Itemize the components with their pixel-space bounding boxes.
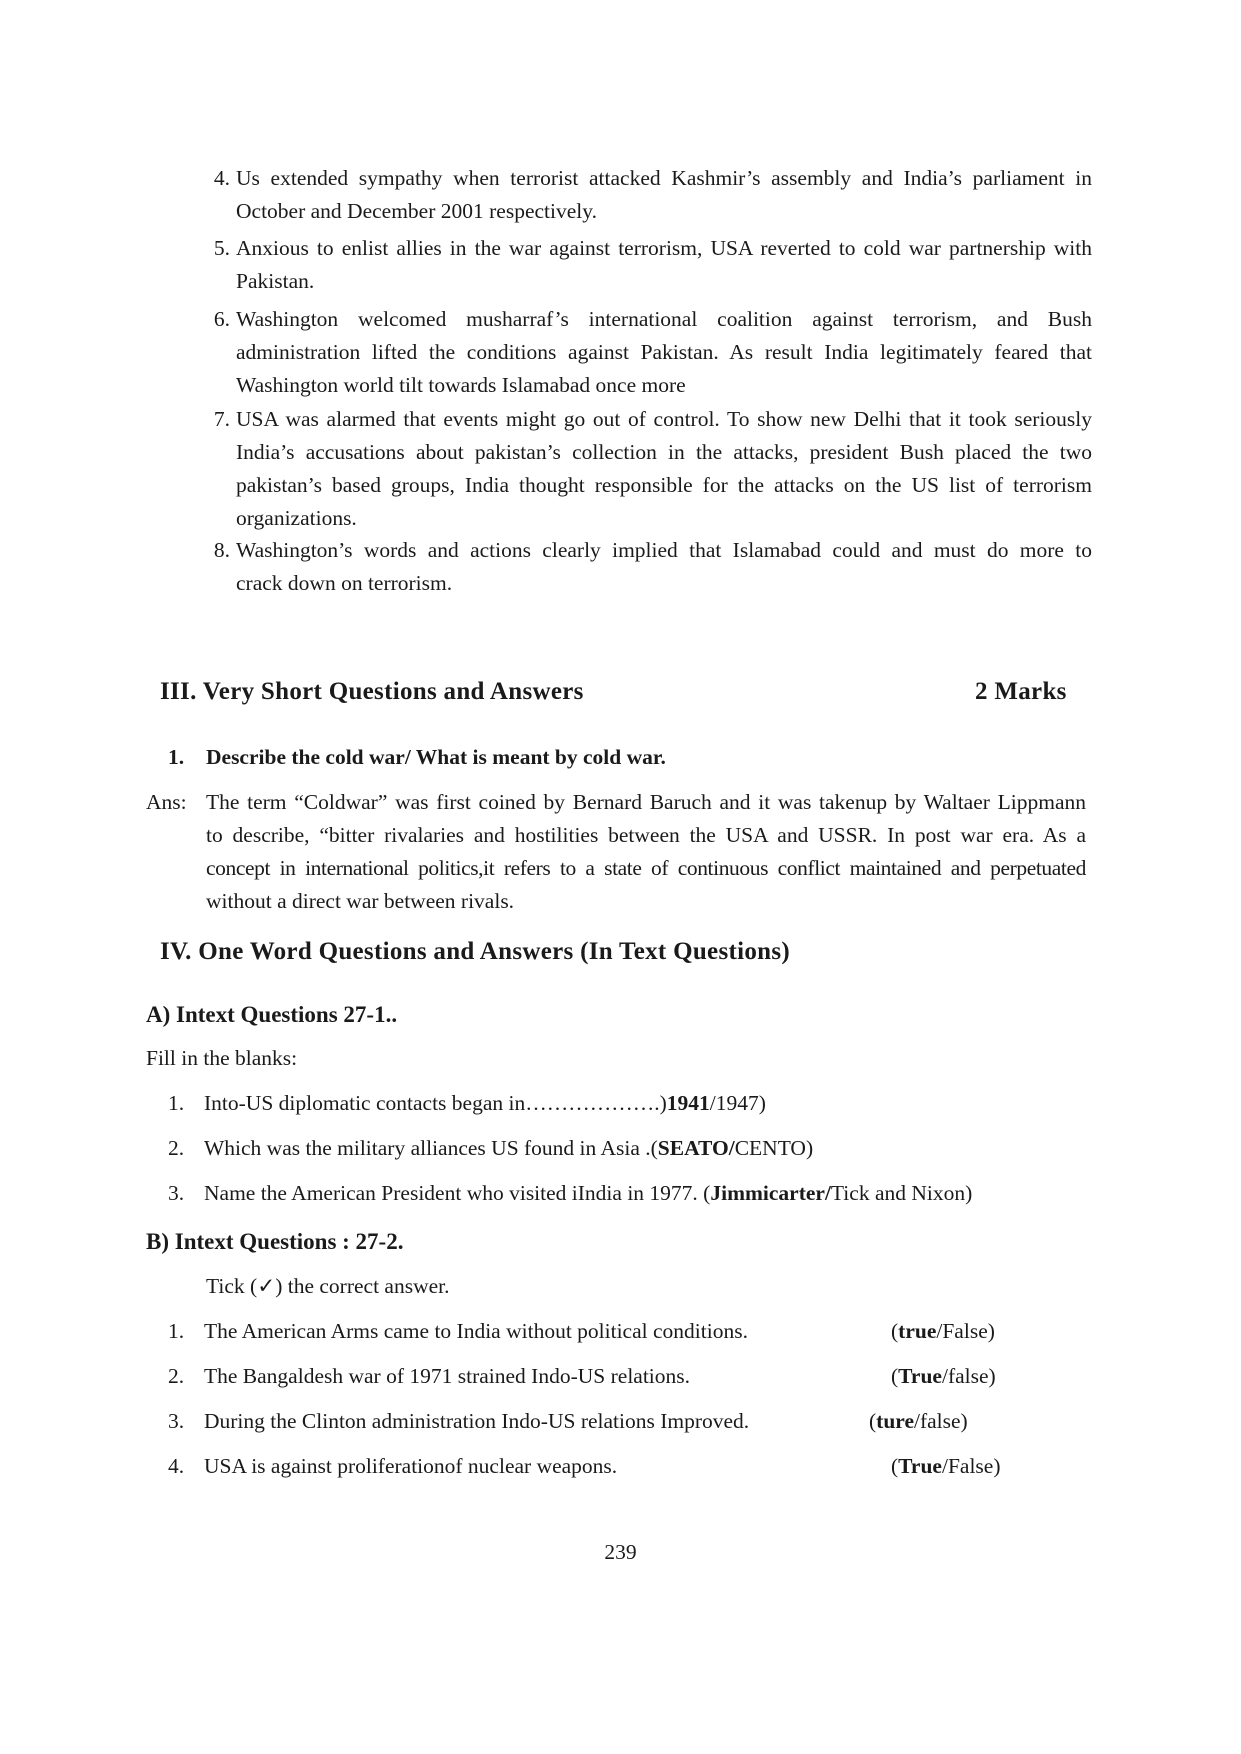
answer-bold: True <box>898 1454 942 1478</box>
option-rest: /False) <box>936 1319 995 1343</box>
paren: ( <box>891 1454 899 1478</box>
list-item-line: Anxious to enlist allies in the war against terrorism, USA reverted to cold war partnership with <box>236 236 1092 260</box>
paren: ( <box>891 1364 899 1388</box>
item-number: 2. <box>168 1364 185 1388</box>
list-item-number: 7. <box>213 407 230 431</box>
item-number: 3. <box>168 1181 185 1205</box>
list-item-line: Washington’s words and actions clearly implied that Islamabad could and must do more to <box>236 538 1092 562</box>
answer-line: to describe, “bitter rivalaries and hostilities between the USA and USSR. In post war era. As a <box>206 823 1086 847</box>
section-heading: IV. One Word Questions and Answers (In Text Questions) <box>160 938 791 965</box>
question-number: 1. <box>168 745 185 769</box>
answer-bold: ture <box>876 1409 914 1433</box>
answer-bold: true <box>898 1319 937 1343</box>
true-false-option <box>891 1360 996 1393</box>
item-rest: /1947) <box>709 1091 766 1115</box>
answer-block <box>206 786 1086 918</box>
list-item-number: 6. <box>213 307 230 331</box>
list-item-line: October and December 2001 respectively. <box>236 199 597 223</box>
list-item-line: pakistan’s based groups, India thought responsible for the attacks on the US list of terrorism <box>236 473 1092 497</box>
option-rest: /false) <box>941 1364 996 1388</box>
answer-line: without a direct war between rivals. <box>206 889 515 913</box>
item-text: The American Arms came to India without political conditions. <box>204 1319 748 1343</box>
instruction-pre: Tick ( <box>206 1274 258 1298</box>
item-number: 1. <box>168 1319 185 1343</box>
item-number: 3. <box>168 1409 185 1433</box>
instruction-post: ) the correct answer. <box>275 1274 450 1298</box>
instruction-text <box>206 1270 450 1303</box>
list-item-line: USA was alarmed that events might go out of control. To show new Delhi that it took seriously <box>236 407 1092 431</box>
item-text: The Bangaldesh war of 1971 strained Indo-US relations. <box>204 1364 691 1388</box>
answer-line: The term “Coldwar” was first coined by Bernard Baruch and it was takenup by Waltaer Lippmann <box>206 790 1086 814</box>
true-false-option <box>891 1315 995 1348</box>
item-text: Which was the military alliances US found in Asia .( <box>204 1136 658 1160</box>
item-number: 4. <box>168 1454 185 1478</box>
paren: ( <box>869 1409 877 1433</box>
answer-label: Ans: <box>146 790 187 814</box>
list-item-line: India’s accusations about pakistan’s collection in the attacks, president Bush placed the two <box>236 440 1092 464</box>
list-item-number: 5. <box>213 236 230 260</box>
answer-bold: Jimmicarter/ <box>710 1181 831 1205</box>
answer-bold: True <box>898 1364 942 1388</box>
option-rest: /False) <box>941 1454 1001 1478</box>
list-item-line: crack down on terrorism. <box>236 571 453 595</box>
section-heading: III. Very Short Questions and Answers <box>160 678 584 705</box>
question-text: Describe the cold war/ What is meant by cold war. <box>206 745 666 769</box>
answer-bold: 1941 <box>666 1091 710 1115</box>
list-item-number: 8. <box>213 538 230 562</box>
list-item-line: Pakistan. <box>236 269 315 293</box>
list-item-line: Us extended sympathy when terrorist attacked Kashmir’s assembly and India’s parliament in <box>236 166 1092 190</box>
instruction-text: Fill in the blanks: <box>146 1046 298 1070</box>
list-item-line: Washington world tilt towards Islamabad once more <box>236 373 686 397</box>
item-rest: CENTO) <box>734 1136 814 1160</box>
list-item-number: 4. <box>213 166 230 190</box>
item-text: Name the American President who visited iIndia in 1977. ( <box>204 1181 711 1205</box>
list-item-line: Washington welcomed musharraf’s international coalition against terrorism, and Bush <box>236 307 1092 331</box>
item-number: 1. <box>168 1091 185 1115</box>
subsection-heading: B) Intext Questions : 27-2. <box>146 1229 404 1254</box>
item-text: USA is against proliferationof nuclear weapons. <box>204 1454 618 1478</box>
true-false-option <box>869 1405 968 1438</box>
check-icon: ✓ <box>257 1274 276 1299</box>
subsection-heading: A) Intext Questions 27-1.. <box>146 1002 398 1027</box>
item-text: Into-US diplomatic contacts began in……………….) <box>204 1091 667 1115</box>
item-text: During the Clinton administration Indo-US relations Improved. <box>204 1409 750 1433</box>
option-rest: /false) <box>914 1409 968 1433</box>
answer-line: concept in international politics,it refers to a state of continuous conflict maintained and perpetuated <box>206 856 1086 880</box>
page-number: 239 <box>604 1540 637 1564</box>
list-item-line: organizations. <box>236 506 357 530</box>
marks-label: 2 Marks <box>975 678 1067 705</box>
answer-bold: SEATO/ <box>657 1136 735 1160</box>
list-item-line: administration lifted the conditions against Pakistan. As result India legitimately feared that <box>236 340 1092 364</box>
item-number: 2. <box>168 1136 185 1160</box>
paren: ( <box>891 1319 899 1343</box>
item-rest: Tick and Nixon) <box>830 1181 973 1205</box>
true-false-option <box>891 1450 1001 1483</box>
